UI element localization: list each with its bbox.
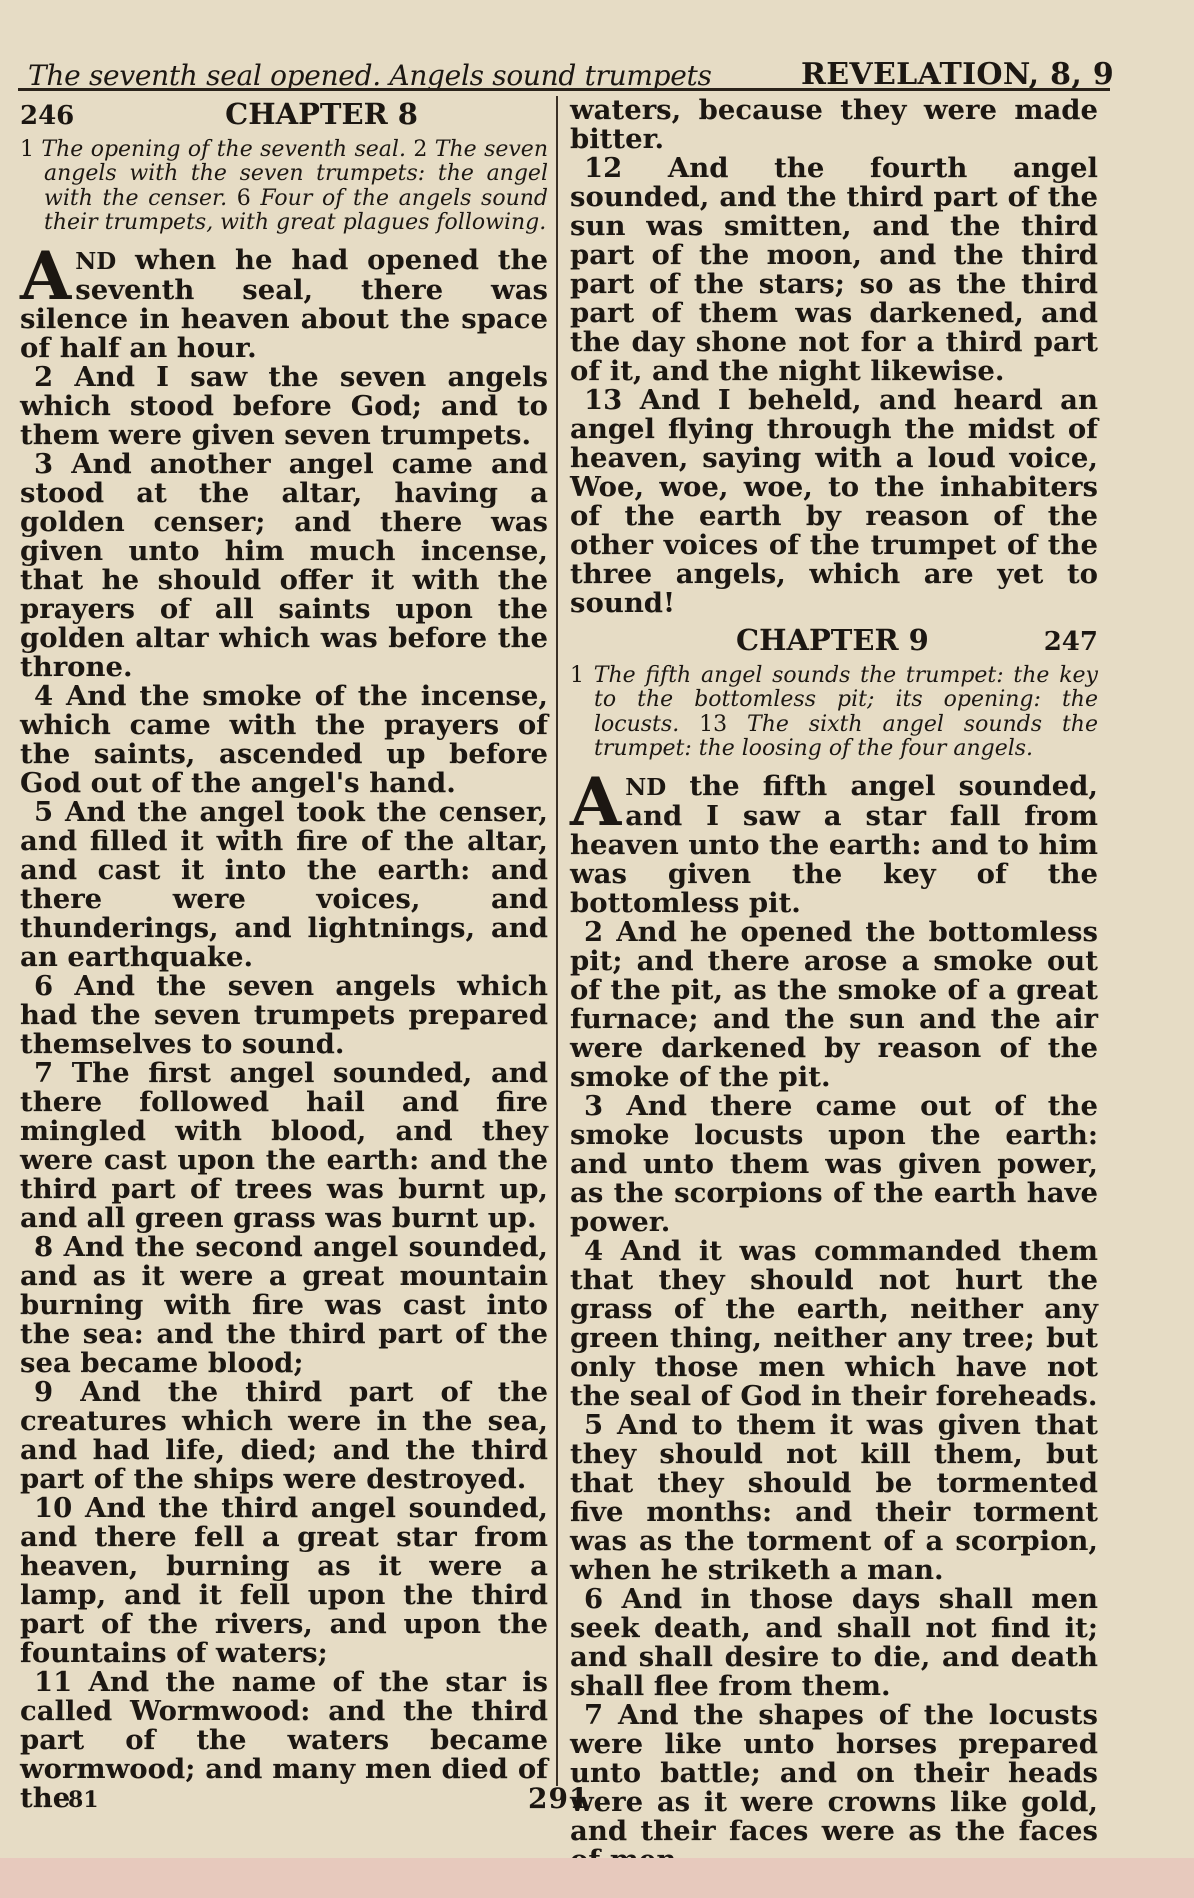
chapter-8-summary: [20, 138, 548, 236]
verse-9-1: [570, 762, 1098, 919]
verse-8-11-continued: waters, because they were made bitter.: [570, 94, 1098, 155]
summary-ref: 6: [236, 185, 251, 211]
verse-small-caps: ND: [625, 773, 667, 801]
left-column: [20, 96, 548, 1814]
column-divider: [556, 96, 558, 1786]
verse-9-6: 6 And in those days shall men seek death, and shall not find it; and shall desire to die, and death shall flee from them.: [570, 1582, 1098, 1702]
chapter-9-heading: [570, 622, 1098, 660]
verse-8-2: 2 And I saw the seven angels which stood before God; and to them were given seven trumpets.: [20, 360, 548, 451]
verse-9-7: 7 And the shapes of the locusts were like unto horses prepared unto battle; and on their heads were as it were crowns like gold, and their faces were as the faces: [570, 1698, 1098, 1847]
summary-text: The seven angels with the seven trumpets: the angel with the censer.: [44, 137, 548, 211]
verse-8-10: 10 And the third angel sounded, and there fell a great star from heaven, burning as it were a lamp, and it fell upon the third part of the rivers, and upon the fountains of waters;: [20, 1491, 548, 1669]
header-book-reference: REVELATION, 8, 9: [801, 57, 1114, 92]
verse-9-2: 2 And he opened the bottomless pit; and there arose a smoke out of the pit, as the smoke of a great furnace; and the sun and the air were darkened by reason of the smoke of the pit.: [570, 915, 1098, 1093]
chapter-8-title: CHAPTER 8: [225, 97, 418, 131]
verse-8-5: 5 And the angel took the censer, and filled it with fire of the altar, and cast it into the earth: and there were voices, and thunderings, and lightnings, and an earthquake.: [20, 795, 548, 973]
verse-8-12: 12 And the fourth angel sounded, and the third part of the sun was smitten, and the third part of the moon, and the third part of the stars; so as the third part of them was darkened, and the day shone not for a third part of it, and the night likewise.: [570, 152, 1098, 387]
verse-8-13: 13 And I beheld, and heard an angel flying through the midst of heaven, saying with a loud voice, Woe, woe, woe, to the inhabiters of the earth by reason of the other voices of the trumpet of the three angels, which are yet to sound!: [570, 384, 1098, 619]
verse-9-5: 5 And to them it was given that they should not kill them, but that they should be tormented five months: and their torment was as the torment of a scorpion, when he striketh a man.: [570, 1408, 1098, 1586]
summary-ref: 1: [570, 663, 584, 688]
verse-text: when he had opened the seventh seal, there was silence in heaven about the space of half an hour.: [20, 243, 548, 364]
verse-8-4: 4 And the smoke of the incense, which came with the prayers of the saints, ascended up before God out of the angel's hand.: [20, 679, 548, 799]
verse-8-11: 11 And the name of the star is called Wormwood: and the third part of the waters became wormwood; and many men died of the: [20, 1665, 548, 1814]
verse-8-1: [20, 236, 548, 364]
chapter-8-page-number: 246: [20, 101, 75, 131]
verse-8-7: 7 The first angel sounded, and there followed hail and fire mingled with blood, and they were cast upon the earth: and the third part of trees was burnt up, and all green grass was burnt up.: [20, 1056, 548, 1234]
header-topic: The seventh seal opened. Angels sound trumpets: [28, 59, 712, 92]
page-edge: [0, 1858, 1194, 1898]
chapter-8-heading: [20, 96, 548, 134]
summary-text: The opening of the seventh seal.: [41, 137, 406, 162]
verse-9-4: 4 And it was commanded them that they should not hurt the grass of the earth, neither any green thing, neither any tree; but only those men which have not the seal of God in their foreheads.: [570, 1234, 1098, 1412]
drop-cap: A: [20, 236, 72, 315]
summary-text: The sixth angel sounds the trumpet: the loosing of the four angels.: [594, 711, 1098, 762]
summary-ref: 13: [699, 711, 728, 737]
chapter-9-title: CHAPTER 9: [736, 623, 929, 657]
verse-small-caps: ND: [75, 247, 117, 275]
footer-page-number: 291: [528, 1782, 590, 1815]
verse-8-8: 8 And the second angel sounded, and as it were a great mountain burning with fire was cast into the sea: and the third part of the sea became blood;: [20, 1230, 548, 1379]
chapter-9-page-number: 247: [1043, 627, 1098, 657]
verse-8-6: 6 And the seven angels which had the seven trumpets prepared themselves to sound.: [20, 969, 548, 1060]
summary-ref: 2: [413, 137, 428, 162]
summary-text: Four of the angels sound their trumpets, with great plagues following.: [44, 185, 548, 236]
running-header: [28, 36, 1114, 92]
header-rule: [18, 88, 1110, 91]
footer-signature-number: 81: [68, 1787, 99, 1813]
summary-ref: 1: [20, 137, 34, 162]
verse-text: the fifth angel sounded, and I saw a star fall from heaven unto the earth: and to him was given the key of the bottomless pit.: [570, 769, 1098, 919]
summary-text: The fifth angel sounds the trumpet: the key to the bottomless pit; its opening: the locusts.: [593, 663, 1098, 737]
verse-8-9: 9 And the third part of the creatures which were in the sea, and had life, died; and the third part of the ships were destroyed.: [20, 1375, 548, 1495]
verse-9-3: 3 And there came out of the smoke locusts upon the earth: and unto them was given power, as the scorpions of the earth have power.: [570, 1089, 1098, 1238]
drop-cap: A: [570, 762, 622, 841]
verse-8-3: 3 And another angel came and stood at the altar, having a golden censer; and there was given unto him much incense, that he should offer it with the prayers of all saints upon the golden altar which was before the throne.: [20, 447, 548, 683]
chapter-9-summary: [570, 664, 1098, 762]
right-column: [570, 94, 1098, 1847]
